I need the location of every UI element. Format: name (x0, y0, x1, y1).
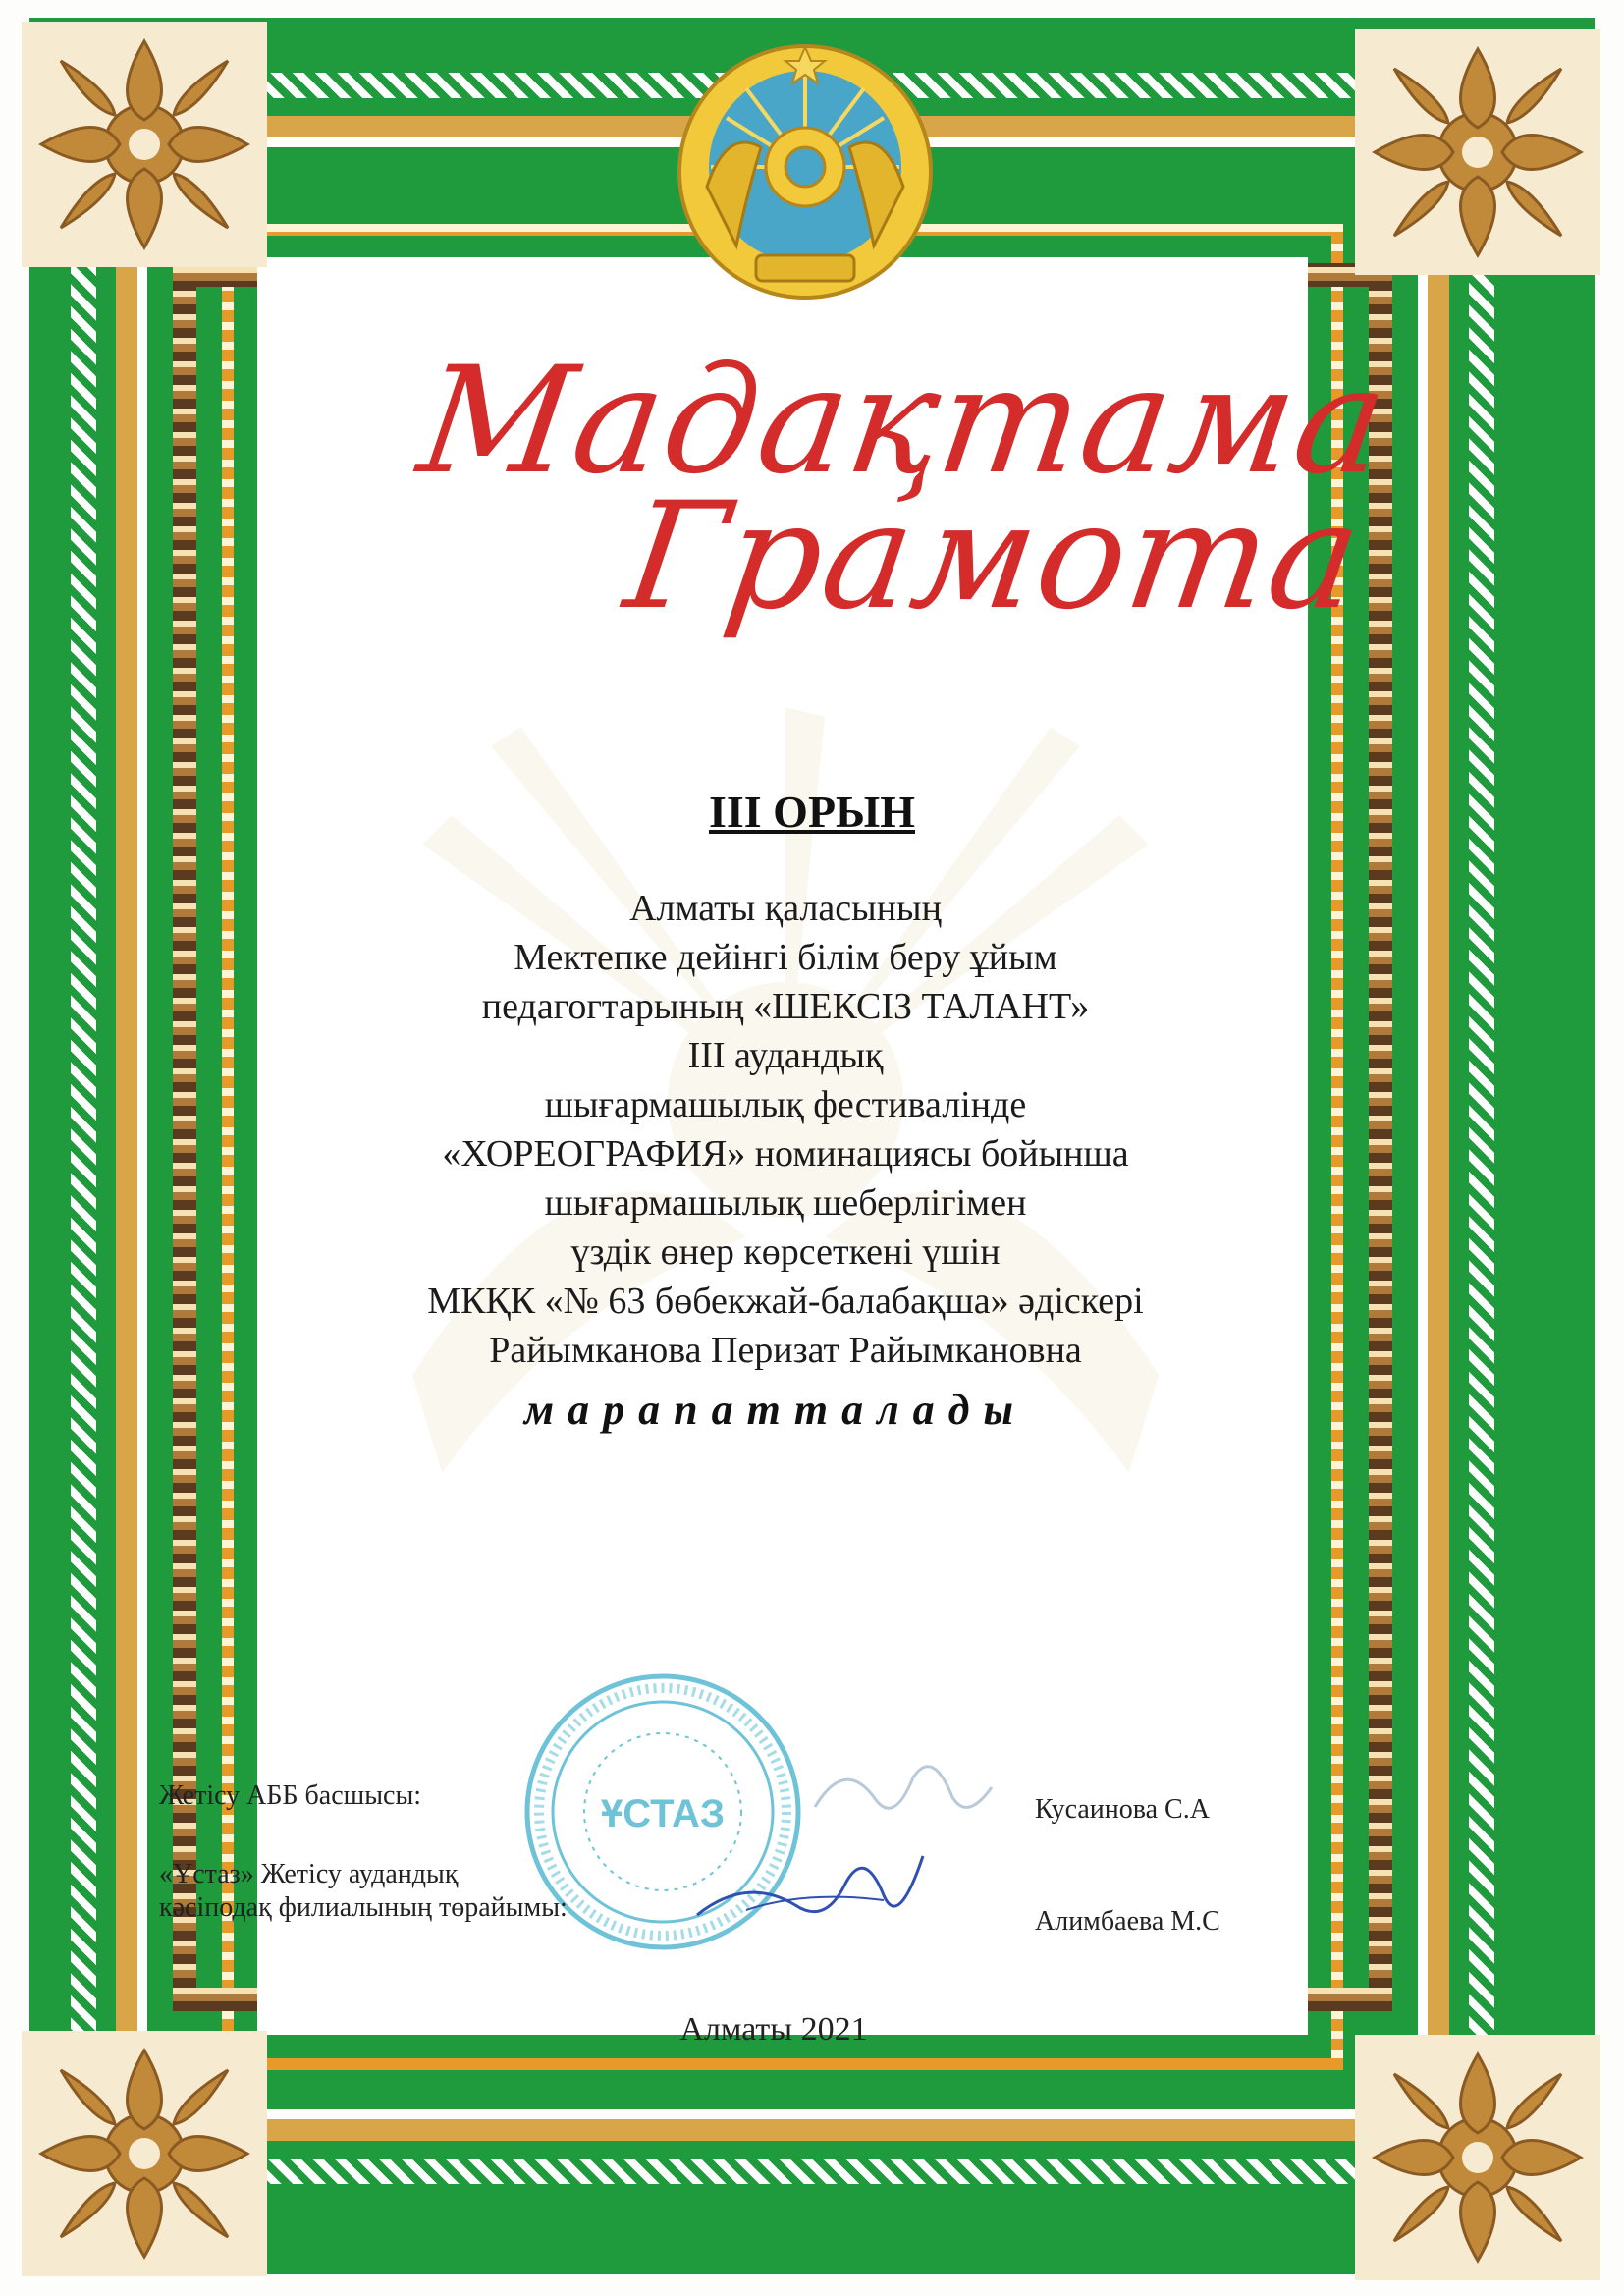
certificate-title-russian: Грамота (616, 471, 1373, 642)
corner-ornament-icon (22, 22, 267, 267)
stamp-center-text: ҰСТАЗ (601, 1792, 725, 1835)
footer-place-year: Алматы 2021 (679, 2011, 868, 2048)
awarded-caption: марапатталады (524, 1386, 1027, 1434)
award-text-line: педагогтарының «ШЕКСІЗ ТАЛАНТ» (481, 986, 1090, 1027)
award-text-line: шығармашылық фестивалінде (544, 1084, 1027, 1125)
award-text-line: Райымканова Перизат Райымкановна (489, 1330, 1082, 1371)
signatory-name-1: Кусаинова С.А (1035, 1794, 1210, 1825)
award-text-line: шығармашылық шеберлігімен (544, 1182, 1027, 1224)
award-text-line: Алматы қаласының (629, 888, 942, 929)
signatory-title-1: Жетісу АББ басшысы: (159, 1780, 422, 1811)
signature-icon (687, 1836, 943, 1944)
signatory-title-2a: «Ұстаз» Жетісу аудандық (159, 1859, 459, 1889)
signatory-title-2b: кәсіподақ филиалының төрайымы: (159, 1892, 568, 1923)
corner-ornament-icon (1355, 2035, 1600, 2280)
corner-ornament-icon (1355, 29, 1600, 275)
place-heading: III ОРЫН (708, 787, 916, 837)
award-text-line: «ХОРЕОГРАФИЯ» номинациясы бойынша (442, 1133, 1129, 1175)
corner-ornament-icon (22, 2031, 267, 2276)
signature-icon (805, 1748, 1001, 1836)
state-emblem-icon (668, 39, 943, 304)
certificate-title-kazakh: Мадақтама (409, 336, 1398, 507)
award-text-line: III аудандық (687, 1035, 884, 1076)
award-text (245, 884, 1326, 1375)
award-text-line: МКҚК «№ 63 бөбекжай-балабақша» әдіскері (427, 1281, 1144, 1322)
award-text-line: үздік өнер көрсеткені үшін (570, 1231, 1001, 1273)
award-text-line: Мектепке дейінгі білім беру ұйым (514, 937, 1057, 978)
signatory-name-2: Алимбаева М.С (1035, 1906, 1220, 1937)
